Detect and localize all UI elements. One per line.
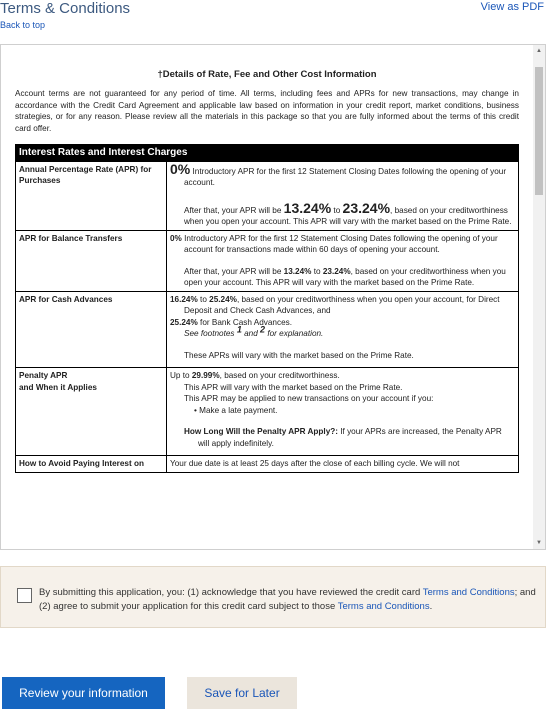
table-row bbox=[16, 456, 519, 473]
rates-table bbox=[15, 144, 519, 473]
row-value-penalty: Up to 29.99%, based on your creditworthiness. This APR will vary with the market based on the Prime Rate. This APR may be applied to new transactions on your account if you: • Make a late payment. How Long Will the Penalty APR Apply?: If your APRs are increased, the Penalty APR will apply indefinitely. bbox=[167, 368, 519, 456]
document-title: †Details of Rate, Fee and Other Cost Information bbox=[157, 69, 377, 80]
scroll-down-icon[interactable]: ▼ bbox=[536, 540, 542, 546]
terms-link-2[interactable]: Terms and Conditions bbox=[337, 601, 430, 612]
back-to-top-link[interactable]: Back to top bbox=[0, 20, 46, 30]
table-row bbox=[16, 368, 519, 456]
row-value-balance-transfers: 0% Introductory APR for the first 12 Statement Closing Dates following the opening of your account for transactions made within 60 days of opening your account. After that, your APR will be 13.24% to 23.24%, based on your creditworthiness when you open your account. This APR will vary with the market based on the Prime Rate. bbox=[167, 230, 519, 291]
save-for-later-button[interactable]: Save for Later bbox=[187, 677, 297, 709]
terms-scroll-frame[interactable] bbox=[0, 44, 546, 550]
row-value-avoid-interest: Your due date is at least 25 days after the close of each billing cycle. We will not bbox=[167, 456, 519, 473]
table-row bbox=[16, 161, 519, 230]
row-label-avoid-interest: How to Avoid Paying Interest on bbox=[16, 456, 167, 473]
footnote-2: 2 bbox=[260, 324, 266, 335]
view-as-pdf-link[interactable]: View as PDF bbox=[480, 1, 544, 13]
consent-panel bbox=[0, 566, 546, 628]
row-label-penalty: Penalty APR and When it Applies bbox=[16, 368, 167, 456]
scroll-up-icon[interactable]: ▲ bbox=[536, 48, 542, 54]
consent-text: By submitting this application, you: (1) acknowledge that you have reviewed the credit card Terms and Conditions; and (2) agree to submit your application for this credit card subject to those Terms and Conditions. bbox=[39, 587, 536, 612]
row-value-purchases: 0% Introductory APR for the first 12 Statement Closing Dates following the opening of your account. After that, your APR will be 13.24% to 23.24%, based on your creditworthiness when you open your account. This APR will vary with the market based on the Prime Rate. bbox=[167, 161, 519, 230]
document-intro: Account terms are not guaranteed for any period of time. All terms, including fees and APRs for new transactions, may change in accordance with the Credit Card Agreement and applicable law based on information in your credit report, market conditions, business strategies, or for any reason. Please review all the materials in this package so that you are fully informed about the terms of this credit card offer. bbox=[15, 89, 519, 133]
row-label-cash-advances: APR for Cash Advances bbox=[16, 291, 167, 368]
row-label-purchases: Annual Percentage Rate (APR) for Purchases bbox=[16, 161, 167, 230]
consent-checkbox[interactable] bbox=[17, 588, 32, 603]
page-title: Terms & Conditions bbox=[0, 0, 131, 17]
footnote-1: 1 bbox=[236, 324, 242, 335]
scrollbar[interactable] bbox=[533, 45, 545, 549]
table-row bbox=[16, 291, 519, 368]
terms-link-1[interactable]: Terms and Conditions bbox=[422, 587, 515, 598]
table-row bbox=[16, 230, 519, 291]
row-label-balance-transfers: APR for Balance Transfers bbox=[16, 230, 167, 291]
intro-rate: 0% bbox=[170, 160, 191, 177]
scrollbar-thumb[interactable] bbox=[535, 67, 543, 195]
row-value-cash-advances: 16.24% to 25.24%, based on your creditworthiness when you open your account, for Direct Deposit and Check Cash Advances, and 25.24% for Bank Cash Advances. See footnotes 1 and 2 for explanation. These APRs will vary with the market based on the Prime Rate. bbox=[167, 291, 519, 368]
terms-content bbox=[15, 45, 519, 473]
review-information-button[interactable]: Review your information bbox=[2, 677, 165, 709]
table-header: Interest Rates and Interest Charges bbox=[16, 145, 519, 162]
